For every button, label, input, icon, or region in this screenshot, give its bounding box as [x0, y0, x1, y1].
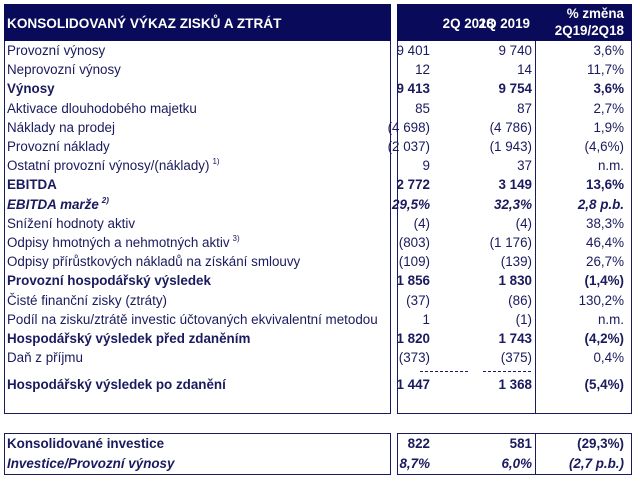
table-row — [4, 252, 391, 271]
col-header-2q2019: 2Q 2019 — [478, 16, 530, 31]
table-row — [4, 175, 391, 194]
table-row-values — [397, 99, 632, 118]
table-header-left — [4, 4, 391, 41]
table-row — [4, 195, 391, 214]
table-row-values — [397, 41, 632, 60]
value-change: 2,7% — [593, 100, 624, 116]
table-row-values — [387, 118, 632, 137]
row-label-text: Výnosy — [7, 81, 55, 97]
value-2q2019: (86) — [508, 292, 532, 308]
row-label-text: Podíl na zisku/ztrátě investic účtovaných ekvivalentní metodou — [7, 311, 378, 327]
row-label — [7, 329, 250, 348]
value-change: (29,3%) — [577, 436, 624, 451]
row-label — [7, 252, 300, 271]
value-change: 26,7% — [586, 254, 624, 270]
row-label — [7, 195, 109, 214]
row-label — [7, 348, 83, 367]
value-change: 2,8 p.b. — [577, 196, 624, 212]
row-label: Konsolidované investice — [7, 436, 165, 451]
row-label — [7, 99, 197, 118]
table-row — [4, 99, 391, 118]
value-2q2019: (375) — [500, 350, 532, 366]
column-divider — [535, 434, 536, 474]
table-row-values — [397, 156, 632, 175]
row-label-text: EBITDA — [7, 177, 57, 193]
subtotal-dashed-line — [483, 371, 531, 372]
table-row — [4, 137, 391, 156]
table-row-values — [392, 195, 632, 214]
row-label — [7, 41, 105, 60]
row-label — [7, 118, 115, 137]
value-2q2018: 12 — [415, 62, 430, 78]
value-2q2018: 1 447 — [396, 377, 430, 393]
row-label-text: Odpisy přírůstkových nákladů na získání smlouvy — [7, 254, 301, 270]
subtotal-dashed-line — [420, 371, 468, 372]
table-row-values — [397, 233, 632, 252]
investments-values-box — [397, 433, 632, 475]
value-change: 0,4% — [593, 350, 624, 366]
value-change: (5,4%) — [584, 377, 624, 393]
table-row — [4, 329, 391, 348]
value-2q2019: 6,0% — [501, 455, 532, 471]
value-2q2019: (1 176) — [489, 235, 532, 250]
value-2q2019: 1 830 — [498, 273, 532, 289]
value-change: n.m. — [597, 158, 624, 174]
row-label — [7, 375, 226, 394]
value-2q2018: (2 037) — [387, 139, 430, 154]
value-2q2018: 29,5% — [392, 196, 430, 212]
value-2q2018: 9 — [422, 158, 430, 174]
value-2q2019: 1 743 — [498, 331, 532, 346]
value-change: 3,6% — [593, 43, 624, 58]
table-row — [4, 291, 391, 310]
value-2q2019: (139) — [500, 254, 532, 270]
value-2q2019: 14 — [517, 62, 532, 78]
value-change: (4,6%) — [584, 139, 624, 154]
table-row — [4, 156, 391, 175]
row-label-text: EBITDA marže — [7, 196, 99, 212]
value-2q2018: (373) — [398, 350, 430, 366]
row-label — [7, 310, 378, 329]
value-2q2018: (4 698) — [387, 119, 430, 135]
table-row — [4, 118, 391, 137]
value-2q2018: (109) — [398, 254, 430, 270]
row-label — [7, 291, 167, 310]
table-row-values — [397, 310, 632, 329]
row-label-text: Odpisy hmotných a nehmotných aktiv — [7, 235, 230, 250]
value-change: 130,2% — [578, 292, 624, 308]
value-2q2018: (803) — [398, 235, 430, 250]
value-2q2018: 2 772 — [396, 177, 430, 193]
value-2q2019: 9 740 — [498, 43, 532, 58]
col-header-2q2018: 2Q 2018 — [442, 16, 494, 31]
table-row-values — [387, 137, 632, 156]
row-label-text: Daň z příjmu — [7, 350, 83, 366]
table-row — [4, 271, 391, 290]
row-label-text: Provozní výnosy — [7, 43, 106, 58]
table-row-values — [397, 214, 632, 233]
value-change: (4,2%) — [584, 331, 624, 346]
table-row — [4, 60, 391, 79]
row-label-text: Čisté finanční zisky (ztráty) — [7, 292, 167, 308]
value-2q2019: 87 — [517, 100, 532, 116]
value-2q2018: (4) — [413, 215, 430, 231]
col-header-change-line2: 2Q19/2Q18 — [554, 23, 624, 38]
value-2q2019: 581 — [509, 436, 532, 451]
row-label-text: Hospodářský výsledek po zdanění — [7, 377, 226, 393]
table-row-values — [397, 348, 632, 367]
value-change: 46,4% — [586, 235, 624, 250]
value-change: n.m. — [597, 311, 624, 327]
value-2q2018: (37) — [406, 292, 430, 308]
investments-labels-box — [4, 433, 391, 475]
value-change: 1,9% — [593, 119, 624, 135]
table-row-values — [397, 271, 632, 290]
value-change: 38,3% — [586, 215, 624, 231]
footnote-marker: 1) — [212, 157, 220, 167]
row-label-text: Hospodářský výsledek před zdaněním — [7, 331, 251, 346]
value-2q2018: 85 — [415, 100, 430, 116]
value-2q2018: 8,7% — [399, 455, 430, 471]
row-label-text: Provozní hospodářský výsledek — [7, 273, 211, 289]
value-2q2019: 9 754 — [498, 81, 532, 97]
table-row — [4, 375, 391, 394]
value-2q2019: 32,3% — [494, 196, 532, 212]
value-2q2018: 1 856 — [396, 273, 430, 289]
value-2q2019: (4 786) — [489, 119, 532, 135]
footnote-marker: 2) — [101, 195, 109, 205]
row-label — [7, 271, 211, 290]
value-change: 13,6% — [586, 177, 624, 193]
value-change: 11,7% — [587, 62, 624, 78]
row-label-text: Náklady na prodej — [7, 119, 115, 135]
value-2q2019: (4) — [515, 215, 532, 231]
row-label-text: Snížení hodnoty aktiv — [7, 215, 136, 231]
row-label — [7, 137, 110, 156]
value-2q2018: 9 401 — [396, 43, 430, 58]
row-label — [7, 175, 57, 194]
table-row-values — [397, 60, 632, 79]
row-label — [7, 156, 220, 175]
table-row — [4, 79, 391, 98]
table-row — [4, 214, 391, 233]
value-change: (1,4%) — [584, 273, 624, 289]
row-label: Investice/Provozní výnosy — [7, 455, 175, 471]
table-row — [4, 348, 391, 367]
table-row-values — [397, 252, 632, 271]
table-row-values — [397, 291, 632, 310]
table-row-values — [397, 79, 632, 98]
value-2q2018: 1 820 — [396, 331, 430, 346]
table-row-values — [397, 329, 632, 348]
table-row-values — [397, 375, 632, 394]
value-2q2019: (1 943) — [489, 139, 532, 154]
value-2q2019: (1) — [515, 311, 532, 327]
value-2q2019: 3 149 — [498, 177, 532, 193]
value-2q2018: 1 — [422, 311, 430, 327]
row-label-text: Aktivace dlouhodobého majetku — [7, 100, 197, 116]
value-2q2018: 9 413 — [396, 81, 430, 97]
row-label — [7, 214, 135, 233]
value-change: 3,6% — [593, 81, 624, 97]
col-header-change-line1: % změna — [566, 6, 624, 21]
row-label — [7, 79, 55, 98]
table-title: KONSOLIDOVANÝ VÝKAZ ZISKŮ A ZTRÁT — [7, 16, 282, 31]
value-2q2019: 1 368 — [498, 377, 532, 393]
table-row-values — [397, 175, 632, 194]
row-label — [7, 233, 240, 252]
value-change: (2,7 p.b.) — [568, 455, 624, 471]
value-2q2019: 37 — [517, 158, 532, 174]
row-label-text: Ostatní provozní výnosy/(náklady) — [7, 158, 210, 174]
table-header-right — [397, 4, 632, 41]
row-label-text: Provozní náklady — [7, 139, 110, 154]
table-row — [4, 41, 391, 60]
row-label-text: Neprovozní výnosy — [7, 62, 121, 78]
table-row — [4, 233, 391, 252]
footnote-marker: 3) — [232, 234, 240, 243]
table-row — [4, 310, 391, 329]
row-label — [7, 60, 121, 79]
value-2q2018: 822 — [407, 436, 430, 451]
